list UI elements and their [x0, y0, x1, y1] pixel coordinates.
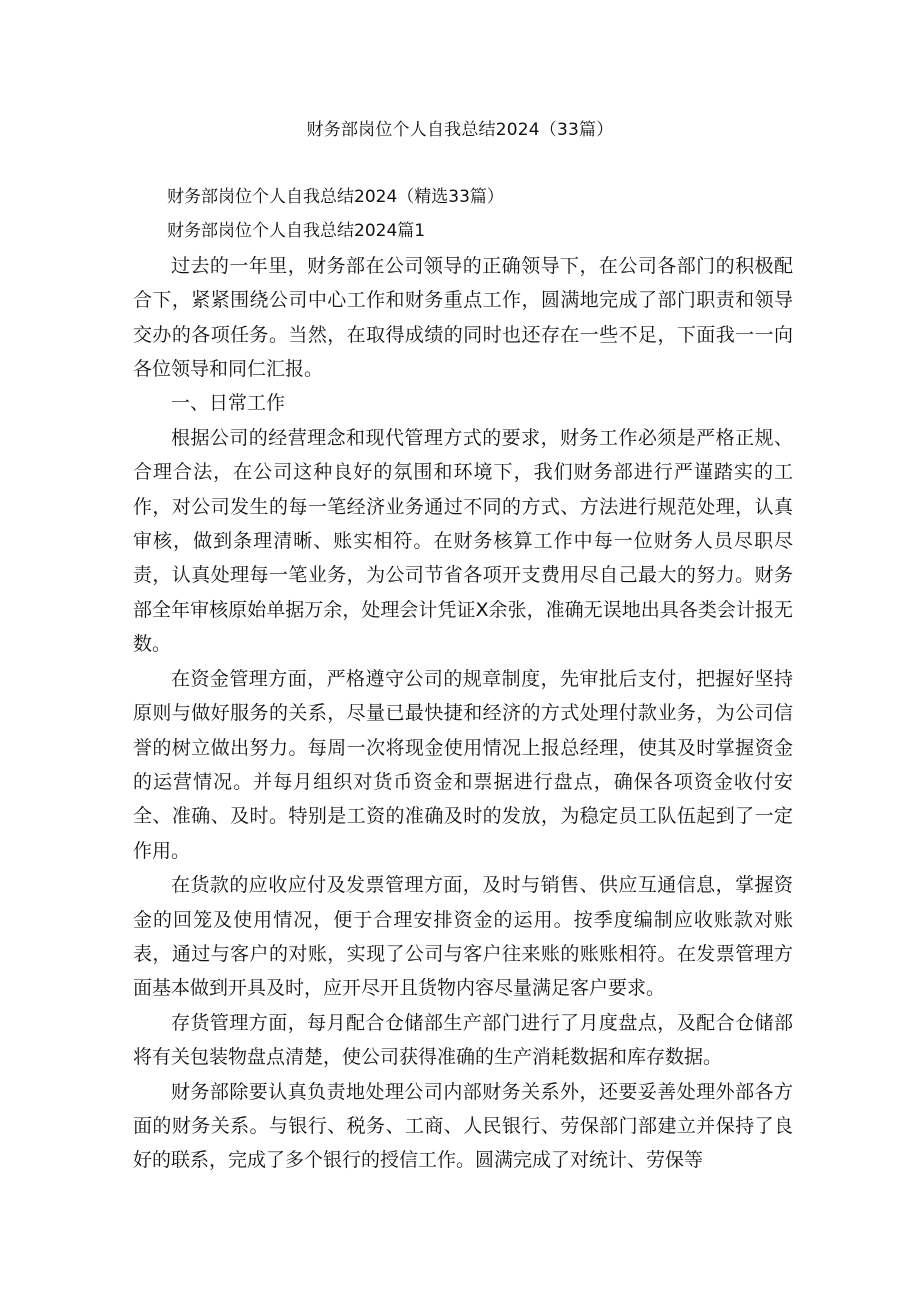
subtitle-paragraph: 财务部岗位个人自我总结2024（精选33篇） [167, 187, 504, 207]
body-paragraph: 财务部除要认真负责地处理公司内部财务关系外，还要妥善处理外部各方面的财务关系。与银行、税务、工商、人民银行、劳保部门部建立并保持了良好的联系，完成了多个银行的授信工作。圆满完成了对统计、劳保等 [133, 1080, 793, 1172]
body-paragraph: 根据公司的经营理念和现代管理方式的要求，财务工作必须是严格正规、合理合法，在公司这种良好的氛围和环境下，我们财务部进行严谨踏实的工作，对公司发生的每一笔经济业务通过不同的方式、方法进行规范处理，认真审核，做到条理清晰、账实相符。在财务核算工作中每一位财务人员尽职尽责，认真处理每一笔业务，为公司节省各项开支费用尽自己最大的努力。财务部全年审核原始单据万余，处理会计凭证X余张，准确无误地出具各类会计报无数。 [133, 426, 793, 656]
document-body [133, 180, 793, 1178]
body-paragraph: 在资金管理方面，严格遵守公司的规章制度，先审批后支付，把握好坚持原则与做好服务的关系，尽量已最快捷和经济的方式处理付款业务，为公司信誉的树立做出努力。每周一次将现金使用情况上报总经理，使其及时掌握资金的运营情况。并每月组织对货币资金和票据进行盘点，确保各项资金收付安全、准确、及时。特别是工资的准确及时的发放，为稳定员工队伍起到了一定作用。 [133, 667, 793, 862]
section-heading: 一、日常工作 [171, 392, 286, 415]
body-paragraph: 存货管理方面，每月配合仓储部生产部门进行了月度盘点，及配合仓储部将有关包装物盘点清楚，使公司获得准确的生产消耗数据和库存数据。 [133, 1011, 793, 1069]
body-paragraph: 过去的一年里，财务部在公司领导的正确领导下，在公司各部门的积极配合下，紧紧围绕公司中心工作和财务重点工作，圆满地完成了部门职责和领导交办的各项任务。当然，在取得成绩的同时也还存在一些不足，下面我一一向各位领导和同仁汇报。 [133, 254, 793, 381]
body-paragraph: 在货款的应收应付及发票管理方面，及时与销售、供应互通信息，掌握资金的回笼及使用情况，便于合理安排资金的运用。按季度编制应收账款对账表，通过与客户的对账，实现了公司与客户往来账的账账相符。在发票管理方面基本做到开具及时，应开尽开且货物内容尽量满足客户要求。 [133, 874, 793, 1000]
document-title: 财务部岗位个人自我总结2024（33篇） [306, 120, 614, 140]
section-heading: 财务部岗位个人自我总结2024篇1 [167, 221, 426, 242]
